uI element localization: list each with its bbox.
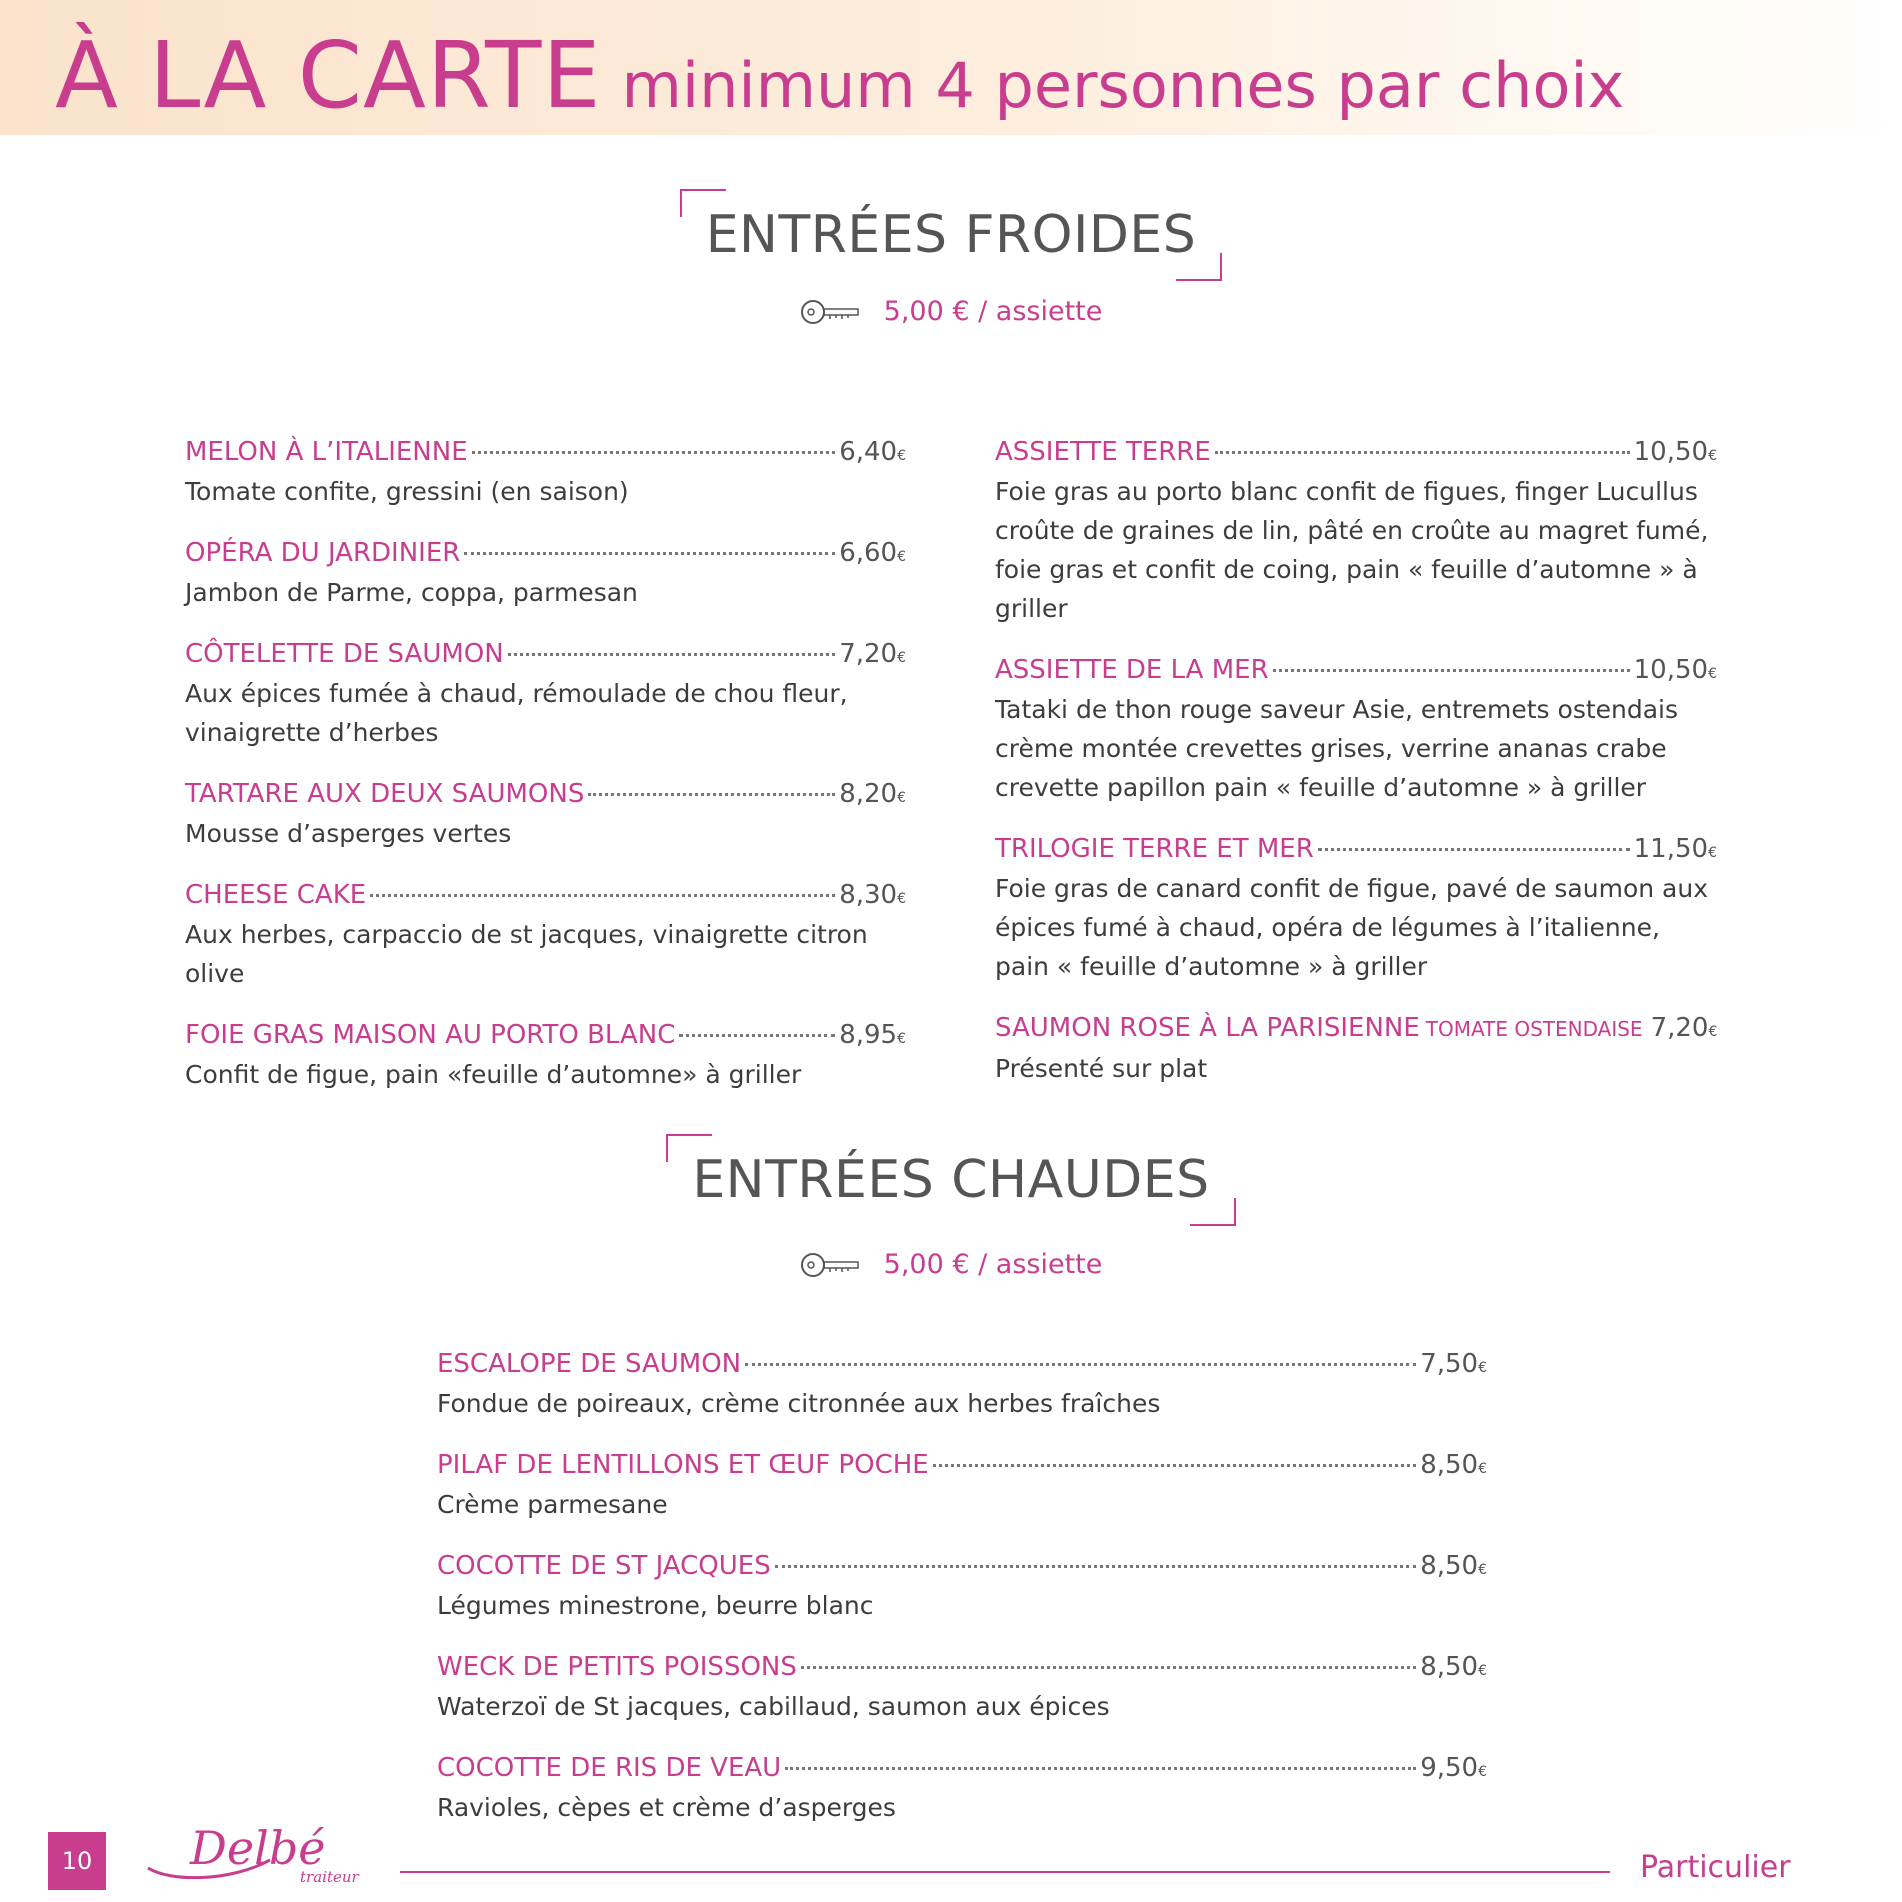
currency-symbol: € [1478, 1562, 1487, 1578]
menu-item-name-text: PILAF DE LENTILLONS ET ŒUF POCHE [437, 1450, 929, 1480]
menu-item [185, 432, 906, 511]
price-note-text: 5,00 € / assiette [883, 1249, 1103, 1280]
menu-item-header [437, 1748, 1487, 1788]
menu-item [995, 829, 1717, 986]
menu-column-chaudes [437, 1344, 1487, 1849]
price-value: 7,50 [1420, 1349, 1479, 1379]
menu-item-header [437, 1344, 1487, 1384]
menu-item-name [185, 432, 468, 472]
price-value: 7,20 [1650, 1013, 1709, 1043]
currency-symbol: € [1478, 1360, 1487, 1376]
footer-label: Particulier [1640, 1850, 1791, 1885]
menu-item-price [1634, 650, 1717, 690]
dot-leader [508, 652, 835, 656]
menu-item [185, 875, 906, 993]
corner-decoration-top-left [680, 189, 726, 217]
currency-symbol: € [1478, 1764, 1487, 1780]
price-value: 10,50 [1633, 655, 1709, 685]
menu-item [437, 1546, 1487, 1625]
section-title-text: ENTRÉES FROIDES [705, 205, 1197, 265]
menu-item-header [185, 774, 906, 814]
menu-item [437, 1445, 1487, 1524]
currency-symbol: € [897, 650, 906, 666]
menu-item [437, 1647, 1487, 1726]
logo-subtext: traiteur [300, 1868, 359, 1886]
currency-symbol: € [1708, 666, 1717, 682]
menu-item-name [185, 533, 460, 573]
menu-item-name [437, 1344, 741, 1384]
currency-symbol: € [897, 891, 906, 907]
corner-decoration-bottom-right [1176, 253, 1222, 281]
price-value: 9,50 [1420, 1753, 1479, 1783]
menu-item [185, 634, 906, 752]
menu-item-name [185, 875, 366, 915]
menu-item-name-text: ASSIETTE DE LA MER [995, 655, 1269, 685]
menu-item [185, 1015, 906, 1094]
menu-item-price [839, 634, 906, 674]
menu-item-name [185, 1015, 675, 1055]
price-note-text: 5,00 € / assiette [883, 296, 1103, 327]
menu-item-description: Foie gras au porto blanc confit de figues, finger Lucullus croûte de graines de lin, pâté en croûte au magret fumé, foie gras et confit de coing, pain « feuille d’automne » à griller [995, 477, 1709, 623]
menu-item-name-text: ESCALOPE DE SAUMON [437, 1349, 742, 1379]
currency-symbol: € [1708, 1024, 1718, 1040]
menu-item-price [839, 1015, 906, 1055]
currency-symbol: € [897, 790, 906, 806]
menu-item-name-text: CHEESE CAKE [185, 880, 367, 910]
currency-symbol: € [897, 1031, 906, 1047]
menu-item-price [1420, 1445, 1487, 1485]
menu-item-name [995, 829, 1314, 869]
price-value: 8,95 [839, 1020, 898, 1050]
menu-item-price [1634, 829, 1717, 869]
menu-item-name [437, 1445, 929, 1485]
menu-item-name-text: WECK DE PETITS POISSONS [437, 1652, 797, 1682]
menu-item-price [1634, 432, 1717, 472]
menu-item-description: Aux herbes, carpaccio de st jacques, vinaigrette citron olive [185, 920, 868, 988]
menu-item-name-text: FOIE GRAS MAISON AU PORTO BLANC [185, 1020, 676, 1050]
page-number: 10 [61, 1847, 93, 1875]
menu-item-header [185, 875, 906, 915]
menu-item-name-text: COCOTTE DE ST JACQUES [437, 1551, 771, 1581]
dot-leader [1318, 847, 1630, 851]
menu-item-description: Jambon de Parme, coppa, parmesan [185, 578, 638, 607]
page-title-main: À LA CARTE [55, 22, 602, 129]
menu-item-description: Tataki de thon rouge saveur Asie, entremets ostendais crème montée crevettes grises, verrine ananas crabe crevette papillon pain « feuille d’automne » à griller [995, 695, 1679, 802]
menu-item-header [995, 432, 1717, 472]
menu-item [995, 1008, 1717, 1088]
menu-item-price [839, 533, 906, 573]
menu-item-price [1420, 1546, 1487, 1586]
menu-item-description: Crème parmesane [437, 1490, 668, 1519]
menu-item-name-text: COCOTTE DE RIS DE VEAU [437, 1753, 782, 1783]
menu-item-description: Fondue de poireaux, crème citronnée aux herbes fraîches [437, 1389, 1161, 1418]
price-value: 6,40 [839, 437, 898, 467]
menu-item [185, 774, 906, 853]
menu-item-header [185, 1015, 906, 1055]
menu-item-description: Tomate confite, gressini (en saison) [185, 477, 629, 506]
menu-item-header [995, 829, 1717, 869]
menu-item-price [1420, 1748, 1487, 1788]
corner-decoration-bottom-right [1190, 1198, 1236, 1226]
menu-item [437, 1344, 1487, 1423]
dot-leader [464, 551, 835, 555]
menu-item-subname: TOMATE OSTENDAISE [1425, 1017, 1643, 1041]
menu-item-price [1420, 1344, 1487, 1384]
dot-leader [1215, 450, 1630, 454]
menu-item-header [437, 1647, 1487, 1687]
menu-item-header [185, 634, 906, 674]
dot-leader [785, 1766, 1416, 1770]
menu-item-description: Présenté sur plat [995, 1054, 1208, 1083]
dot-leader [775, 1564, 1416, 1568]
menu-item-price [1420, 1647, 1487, 1687]
menu-item-price [1651, 1008, 1718, 1048]
menu-item-description: Confit de figue, pain «feuille d’automne» à griller [185, 1060, 802, 1089]
currency-symbol: € [1708, 448, 1717, 464]
menu-item-price [839, 432, 906, 472]
key-icon [800, 298, 860, 326]
price-note-chaudes [0, 1248, 1902, 1280]
menu-item-name [995, 650, 1269, 690]
menu-item-name [185, 634, 504, 674]
menu-item-name [995, 432, 1211, 472]
dot-leader [370, 893, 835, 897]
menu-item-header [185, 533, 906, 573]
price-note-froides [0, 295, 1902, 327]
menu-item-price [839, 875, 906, 915]
currency-symbol: € [1708, 845, 1717, 861]
price-value: 8,50 [1420, 1551, 1479, 1581]
menu-item-header [995, 1008, 1717, 1049]
menu-item-name-text: MELON À L’ITALIENNE [185, 437, 468, 467]
currency-symbol: € [897, 448, 906, 464]
menu-item-name-text: OPÉRA DU JARDINIER [185, 538, 461, 568]
menu-item-price [839, 774, 906, 814]
dot-leader [472, 450, 836, 454]
dot-leader [1273, 668, 1630, 672]
menu-item-description: Waterzoï de St jacques, cabillaud, saumon aux épices [437, 1692, 1110, 1721]
section-title-froides [0, 205, 1902, 265]
menu-item-description: Aux épices fumée à chaud, rémoulade de chou fleur, vinaigrette d’herbes [185, 679, 848, 747]
menu-item [995, 650, 1717, 807]
menu-item [437, 1748, 1487, 1827]
menu-item-name [437, 1546, 771, 1586]
key-icon [800, 1251, 860, 1279]
dot-leader [745, 1362, 1416, 1366]
menu-item-name-text: TARTARE AUX DEUX SAUMONS [185, 779, 585, 809]
menu-item-description: Foie gras de canard confit de figue, pavé de saumon aux épices fumé à chaud, opéra de légumes à l’italienne, pain « feuille d’automne » à griller [995, 874, 1708, 981]
dot-leader [679, 1033, 835, 1037]
page-number-badge [48, 1832, 106, 1890]
dot-leader [801, 1665, 1416, 1669]
menu-item-name [995, 1008, 1643, 1049]
menu-column-left [185, 432, 906, 1116]
menu-item-header [995, 650, 1717, 690]
menu-item-header [437, 1546, 1487, 1586]
menu-item-description: Ravioles, cèpes et crème d’asperges [437, 1793, 896, 1822]
page-title [55, 22, 1624, 129]
delbe-logo [140, 1820, 380, 1890]
menu-item-description: Mousse d’asperges vertes [185, 819, 512, 848]
logo-text: Delbé [190, 1821, 326, 1875]
dot-leader [933, 1463, 1416, 1467]
price-value: 8,30 [839, 880, 898, 910]
price-value: 8,50 [1420, 1652, 1479, 1682]
menu-item-name-text: TRILOGIE TERRE ET MER [995, 834, 1314, 864]
footer-divider [400, 1871, 1610, 1873]
section-title-text: ENTRÉES CHAUDES [692, 1150, 1210, 1210]
menu-item-name [437, 1647, 797, 1687]
menu-item [185, 533, 906, 612]
price-value: 8,50 [1420, 1450, 1479, 1480]
menu-item-description: Légumes minestrone, beurre blanc [437, 1591, 874, 1620]
currency-symbol: € [897, 549, 906, 565]
menu-item [995, 432, 1717, 628]
corner-decoration-top-left [666, 1134, 712, 1162]
dot-leader [588, 792, 835, 796]
menu-item-header [437, 1445, 1487, 1485]
menu-item-header [185, 432, 906, 472]
menu-item-name [185, 774, 584, 814]
menu-item-name [437, 1748, 781, 1788]
menu-item-name-text: CÔTELETTE DE SAUMON [185, 639, 504, 669]
page-subtitle: minimum 4 personnes par choix [621, 49, 1625, 122]
currency-symbol: € [1478, 1461, 1487, 1477]
menu-item-name-text: ASSIETTE TERRE [995, 437, 1211, 467]
price-value: 7,20 [839, 639, 898, 669]
price-value: 6,60 [839, 538, 898, 568]
menu-column-right [995, 432, 1717, 1110]
price-value: 10,50 [1633, 437, 1709, 467]
section-title-chaudes [0, 1150, 1902, 1210]
price-value: 11,50 [1633, 834, 1709, 864]
currency-symbol: € [1478, 1663, 1487, 1679]
menu-item-name-text: SAUMON ROSE À LA PARISIENNE [995, 1013, 1420, 1043]
price-value: 8,20 [839, 779, 898, 809]
